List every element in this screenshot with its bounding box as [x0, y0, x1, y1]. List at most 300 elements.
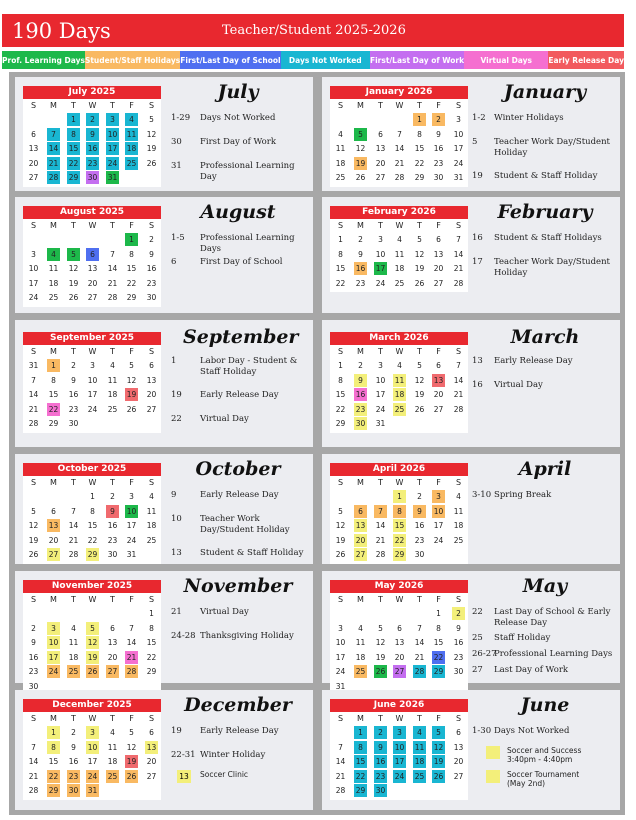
- calendar-day[interactable]: 26: [414, 278, 425, 288]
- calendar-day[interactable]: 29: [146, 667, 157, 676]
- calendar-day[interactable]: 8: [51, 375, 56, 385]
- calendar-day[interactable]: 7: [456, 235, 461, 244]
- calendar-day[interactable]: 1: [338, 235, 343, 244]
- calendar-day[interactable]: 17: [107, 144, 118, 153]
- calendar-day[interactable]: 21: [394, 158, 405, 168]
- calendar-day[interactable]: 7: [397, 129, 402, 139]
- calendar-day[interactable]: 17: [126, 521, 137, 530]
- calendar-day[interactable]: 16: [355, 264, 366, 273]
- calendar-day[interactable]: 6: [110, 623, 115, 633]
- calendar-day[interactable]: 26: [146, 158, 157, 168]
- calendar-day[interactable]: 21: [414, 652, 425, 662]
- calendar-day[interactable]: 27: [48, 550, 59, 559]
- calendar-day[interactable]: 20: [107, 652, 118, 662]
- calendar-day[interactable]: 29: [48, 419, 59, 428]
- calendar-day[interactable]: 5: [67, 248, 80, 261]
- calendar-day[interactable]: 2: [71, 728, 76, 737]
- calendar-day[interactable]: 10: [433, 506, 444, 516]
- calendar-day[interactable]: 22: [48, 771, 59, 781]
- calendar-day[interactable]: 19: [433, 757, 444, 766]
- calendar-day[interactable]: 12: [126, 742, 137, 752]
- calendar-day[interactable]: 22: [335, 404, 346, 414]
- calendar-day[interactable]: 5: [31, 506, 36, 516]
- calendar-day[interactable]: 13: [48, 521, 59, 530]
- calendar-day[interactable]: 16: [355, 390, 366, 399]
- calendar-day[interactable]: 21: [28, 771, 39, 781]
- calendar-day[interactable]: 9: [86, 128, 99, 141]
- calendar-day[interactable]: 30: [68, 419, 79, 428]
- calendar-day[interactable]: 18: [107, 390, 118, 399]
- calendar-day[interactable]: 31: [375, 419, 386, 428]
- calendar-day[interactable]: 12: [146, 129, 157, 139]
- calendar-day[interactable]: 12: [68, 264, 79, 273]
- calendar-day[interactable]: 25: [335, 173, 346, 182]
- calendar-day[interactable]: 30: [146, 293, 157, 302]
- calendar-day[interactable]: 4: [110, 728, 115, 737]
- calendar-day[interactable]: 28: [126, 667, 137, 676]
- calendar-day[interactable]: 22: [433, 652, 444, 662]
- calendar-day[interactable]: 15: [146, 638, 157, 647]
- calendar-day[interactable]: 13: [394, 638, 405, 647]
- calendar-day[interactable]: 26: [126, 771, 137, 781]
- calendar-day[interactable]: 14: [107, 264, 118, 273]
- calendar-day[interactable]: 8: [354, 741, 367, 754]
- calendar-day[interactable]: 30: [433, 173, 444, 182]
- calendar-day[interactable]: 14: [414, 638, 425, 647]
- calendar-day[interactable]: 12: [126, 375, 137, 385]
- calendar-day[interactable]: 21: [28, 404, 39, 414]
- calendar-day[interactable]: 4: [71, 623, 76, 633]
- calendar-day[interactable]: 23: [355, 404, 366, 414]
- calendar-day[interactable]: 25: [146, 535, 157, 545]
- calendar-day[interactable]: 4: [397, 361, 402, 370]
- calendar-day[interactable]: 20: [433, 390, 444, 399]
- calendar-day[interactable]: 8: [338, 249, 343, 259]
- calendar-day[interactable]: 15: [48, 757, 59, 766]
- calendar-day[interactable]: 6: [51, 506, 56, 516]
- calendar-day[interactable]: 15: [335, 264, 346, 273]
- calendar-day[interactable]: 22: [126, 278, 137, 288]
- calendar-day[interactable]: 19: [355, 158, 366, 168]
- calendar-day[interactable]: 3: [106, 113, 119, 126]
- calendar-day[interactable]: 8: [417, 129, 422, 139]
- calendar-day[interactable]: 1: [436, 609, 441, 618]
- calendar-day[interactable]: 5: [354, 128, 367, 141]
- calendar-day[interactable]: 18: [146, 521, 157, 530]
- calendar-day[interactable]: 10: [28, 264, 39, 273]
- calendar-day[interactable]: 4: [413, 726, 426, 739]
- calendar-day[interactable]: 5: [417, 361, 422, 370]
- calendar-day[interactable]: 7: [31, 742, 36, 752]
- calendar-day[interactable]: 17: [394, 757, 405, 766]
- calendar-day[interactable]: 11: [394, 375, 405, 385]
- calendar-day[interactable]: 28: [28, 419, 39, 428]
- calendar-day[interactable]: 18: [394, 390, 405, 399]
- calendar-day[interactable]: 10: [126, 506, 137, 516]
- calendar-day[interactable]: 22: [48, 404, 59, 414]
- calendar-day[interactable]: 16: [414, 521, 425, 530]
- calendar-day[interactable]: 15: [335, 390, 346, 399]
- calendar-day[interactable]: 19: [28, 535, 39, 545]
- calendar-day[interactable]: 11: [355, 638, 366, 647]
- calendar-day[interactable]: 20: [48, 535, 59, 545]
- calendar-day[interactable]: 2: [31, 623, 36, 633]
- calendar-day[interactable]: 6: [436, 361, 441, 370]
- calendar-day[interactable]: 5: [86, 622, 99, 635]
- calendar-day[interactable]: 21: [107, 278, 118, 288]
- calendar-day[interactable]: 22: [335, 278, 346, 288]
- calendar-day[interactable]: 30: [28, 681, 39, 691]
- calendar-day[interactable]: 13: [375, 144, 386, 153]
- calendar-day[interactable]: 20: [28, 158, 39, 168]
- calendar-day[interactable]: 17: [335, 652, 346, 662]
- calendar-day[interactable]: 25: [414, 771, 425, 781]
- calendar-day[interactable]: 28: [394, 173, 405, 182]
- calendar-day[interactable]: 23: [146, 278, 157, 288]
- calendar-day[interactable]: 11: [335, 144, 346, 153]
- calendar-day[interactable]: 17: [87, 757, 98, 766]
- calendar-day[interactable]: 1: [149, 609, 154, 618]
- calendar-day[interactable]: 13: [433, 249, 444, 259]
- calendar-day[interactable]: 16: [28, 652, 39, 662]
- calendar-day[interactable]: 2: [452, 607, 465, 620]
- calendar-day[interactable]: 8: [129, 249, 134, 259]
- calendar-day[interactable]: 28: [28, 786, 39, 795]
- calendar-day[interactable]: 17: [87, 390, 98, 399]
- calendar-day[interactable]: 21: [126, 652, 137, 662]
- calendar-day[interactable]: 9: [31, 638, 36, 647]
- calendar-day[interactable]: 7: [31, 375, 36, 385]
- calendar-day[interactable]: 9: [436, 129, 441, 139]
- calendar-day[interactable]: 1: [125, 233, 138, 246]
- calendar-day[interactable]: 11: [394, 249, 405, 259]
- calendar-day[interactable]: 11: [126, 129, 137, 139]
- calendar-day[interactable]: 23: [453, 652, 464, 662]
- calendar-day[interactable]: 4: [338, 129, 343, 139]
- calendar-day[interactable]: 3: [90, 361, 95, 370]
- calendar-day[interactable]: 17: [375, 390, 386, 399]
- calendar-day[interactable]: 19: [68, 278, 79, 288]
- calendar-day[interactable]: 20: [375, 158, 386, 168]
- calendar-day[interactable]: 26: [28, 550, 39, 559]
- calendar-day[interactable]: 30: [68, 786, 79, 795]
- calendar-day[interactable]: 19: [414, 390, 425, 399]
- calendar-day[interactable]: 19: [126, 757, 137, 766]
- calendar-day[interactable]: 18: [355, 652, 366, 662]
- calendar-day[interactable]: 28: [335, 786, 346, 795]
- calendar-day[interactable]: 26: [414, 404, 425, 414]
- calendar-day[interactable]: 25: [355, 667, 366, 676]
- calendar-day[interactable]: 25: [107, 404, 118, 414]
- calendar-day[interactable]: 11: [48, 264, 59, 273]
- calendar-day[interactable]: 23: [433, 158, 444, 168]
- calendar-day[interactable]: 23: [107, 535, 118, 545]
- calendar-day[interactable]: 19: [87, 652, 98, 662]
- calendar-day[interactable]: 27: [433, 404, 444, 414]
- calendar-day[interactable]: 7: [338, 742, 343, 752]
- calendar-day[interactable]: 31: [28, 361, 39, 370]
- calendar-day[interactable]: 2: [374, 726, 387, 739]
- calendar-day[interactable]: 8: [67, 128, 80, 141]
- calendar-day[interactable]: 1: [393, 490, 406, 503]
- calendar-day[interactable]: 12: [355, 144, 366, 153]
- calendar-day[interactable]: 18: [48, 278, 59, 288]
- calendar-day[interactable]: 16: [433, 144, 444, 153]
- calendar-day[interactable]: 14: [28, 757, 39, 766]
- calendar-day[interactable]: 10: [335, 638, 346, 647]
- calendar-day[interactable]: 24: [87, 404, 98, 414]
- calendar-day[interactable]: 24: [433, 535, 444, 545]
- calendar-day[interactable]: 18: [126, 144, 137, 153]
- calendar-day[interactable]: 4: [358, 623, 363, 633]
- calendar-day[interactable]: 14: [453, 249, 464, 259]
- calendar-day[interactable]: 24: [453, 158, 464, 168]
- calendar-day[interactable]: 24: [126, 535, 137, 545]
- calendar-day[interactable]: 16: [68, 757, 79, 766]
- calendar-day[interactable]: 27: [107, 667, 118, 676]
- calendar-day[interactable]: 3: [86, 726, 99, 739]
- calendar-day[interactable]: 9: [354, 374, 367, 387]
- calendar-day[interactable]: 17: [453, 144, 464, 153]
- calendar-day[interactable]: 23: [375, 771, 386, 781]
- calendar-day[interactable]: 7: [71, 506, 76, 516]
- calendar-day[interactable]: 20: [146, 757, 157, 766]
- calendar-day[interactable]: 11: [68, 638, 79, 647]
- calendar-day[interactable]: 28: [453, 404, 464, 414]
- calendar-day[interactable]: 24: [335, 667, 346, 676]
- calendar-day[interactable]: 7: [456, 361, 461, 370]
- calendar-day[interactable]: 25: [126, 158, 137, 168]
- calendar-day[interactable]: 21: [375, 535, 386, 545]
- calendar-day[interactable]: 1: [90, 492, 95, 501]
- calendar-day[interactable]: 26: [87, 667, 98, 676]
- calendar-day[interactable]: 28: [68, 550, 79, 559]
- calendar-day[interactable]: 14: [335, 757, 346, 766]
- calendar-day[interactable]: 15: [414, 144, 425, 153]
- calendar-day[interactable]: 30: [87, 173, 98, 182]
- calendar-day[interactable]: 3: [338, 623, 343, 633]
- calendar-day[interactable]: 10: [394, 742, 405, 752]
- calendar-day[interactable]: 8: [393, 505, 406, 518]
- calendar-day[interactable]: 10: [87, 742, 98, 752]
- calendar-day[interactable]: 18: [107, 757, 118, 766]
- calendar-day[interactable]: 25: [394, 404, 405, 414]
- calendar-day[interactable]: 7: [417, 623, 422, 633]
- calendar-day[interactable]: 4: [456, 492, 461, 501]
- calendar-day[interactable]: 27: [87, 293, 98, 302]
- calendar-day[interactable]: 29: [355, 786, 366, 795]
- calendar-day[interactable]: 21: [48, 158, 59, 168]
- calendar-day[interactable]: 11: [414, 742, 425, 752]
- calendar-day[interactable]: 25: [107, 771, 118, 781]
- calendar-day[interactable]: 16: [107, 521, 118, 530]
- calendar-day[interactable]: 3: [129, 492, 134, 501]
- calendar-day[interactable]: 11: [453, 506, 464, 516]
- calendar-day[interactable]: 23: [68, 771, 79, 781]
- calendar-day[interactable]: 15: [126, 264, 137, 273]
- calendar-day[interactable]: 14: [375, 521, 386, 530]
- calendar-day[interactable]: 5: [432, 726, 445, 739]
- calendar-day[interactable]: 31: [87, 786, 98, 795]
- calendar-day[interactable]: 27: [146, 771, 157, 781]
- calendar-day[interactable]: 7: [129, 623, 134, 633]
- calendar-day[interactable]: 29: [414, 173, 425, 182]
- calendar-day[interactable]: 21: [68, 535, 79, 545]
- calendar-day[interactable]: 12: [87, 638, 98, 647]
- calendar-day[interactable]: 15: [433, 638, 444, 647]
- calendar-day[interactable]: 29: [48, 786, 59, 795]
- calendar-day[interactable]: 5: [338, 506, 343, 516]
- calendar-day[interactable]: 7: [47, 128, 60, 141]
- calendar-day[interactable]: 20: [394, 652, 405, 662]
- calendar-day[interactable]: 1: [47, 359, 60, 372]
- calendar-day[interactable]: 11: [146, 506, 157, 516]
- calendar-day[interactable]: 4: [125, 113, 138, 126]
- calendar-day[interactable]: 5: [129, 728, 134, 737]
- calendar-day[interactable]: 20: [146, 390, 157, 399]
- calendar-day[interactable]: 8: [436, 623, 441, 633]
- calendar-day[interactable]: 27: [375, 173, 386, 182]
- calendar-day[interactable]: 10: [87, 375, 98, 385]
- calendar-day[interactable]: 25: [394, 278, 405, 288]
- calendar-day[interactable]: 6: [378, 129, 383, 139]
- calendar-day[interactable]: 16: [453, 638, 464, 647]
- calendar-day[interactable]: 30: [107, 550, 118, 559]
- calendar-day[interactable]: 29: [68, 173, 79, 182]
- calendar-day[interactable]: 31: [107, 173, 118, 182]
- calendar-day[interactable]: 12: [335, 521, 346, 530]
- calendar-day[interactable]: 28: [48, 173, 59, 182]
- calendar-day[interactable]: 10: [375, 375, 386, 385]
- calendar-day[interactable]: 3: [31, 249, 36, 259]
- calendar-day[interactable]: 5: [129, 361, 134, 370]
- calendar-day[interactable]: 16: [68, 390, 79, 399]
- calendar-day[interactable]: 9: [374, 741, 387, 754]
- calendar-day[interactable]: 13: [453, 742, 464, 752]
- calendar-day[interactable]: 4: [47, 248, 60, 261]
- calendar-day[interactable]: 6: [397, 623, 402, 633]
- calendar-day[interactable]: 23: [68, 404, 79, 414]
- calendar-day[interactable]: 24: [107, 158, 118, 168]
- calendar-day[interactable]: 17: [28, 278, 39, 288]
- calendar-day[interactable]: 29: [394, 550, 405, 559]
- calendar-day[interactable]: 18: [394, 264, 405, 273]
- calendar-day[interactable]: 4: [149, 492, 154, 501]
- calendar-day[interactable]: 13: [146, 375, 157, 385]
- calendar-day[interactable]: 6: [149, 361, 154, 370]
- calendar-day[interactable]: 31: [453, 173, 464, 182]
- calendar-day[interactable]: 12: [28, 521, 39, 530]
- calendar-day[interactable]: 12: [375, 638, 386, 647]
- calendar-day[interactable]: 28: [375, 550, 386, 559]
- calendar-day[interactable]: 29: [87, 550, 98, 559]
- calendar-day[interactable]: 28: [107, 293, 118, 302]
- calendar-day[interactable]: 6: [31, 129, 36, 139]
- calendar-day[interactable]: 23: [355, 278, 366, 288]
- calendar-day[interactable]: 14: [394, 144, 405, 153]
- calendar-day[interactable]: 20: [433, 264, 444, 273]
- calendar-day[interactable]: 16: [87, 144, 98, 153]
- calendar-day[interactable]: 13: [355, 521, 366, 530]
- calendar-day[interactable]: 5: [378, 623, 383, 633]
- calendar-day[interactable]: 30: [414, 550, 425, 559]
- calendar-day[interactable]: 24: [375, 404, 386, 414]
- calendar-day[interactable]: 13: [433, 375, 444, 385]
- calendar-day[interactable]: 27: [394, 667, 405, 676]
- calendar-day[interactable]: 22: [414, 158, 425, 168]
- calendar-day[interactable]: 14: [48, 144, 59, 153]
- calendar-day[interactable]: 29: [433, 667, 444, 676]
- calendar-day[interactable]: 18: [453, 521, 464, 530]
- calendar-day[interactable]: 4: [110, 361, 115, 370]
- calendar-day[interactable]: 31: [335, 681, 346, 691]
- calendar-day[interactable]: 15: [355, 757, 366, 766]
- calendar-day[interactable]: 26: [355, 173, 366, 182]
- calendar-day[interactable]: 2: [86, 113, 99, 126]
- calendar-day[interactable]: 12: [414, 249, 425, 259]
- calendar-day[interactable]: 9: [358, 249, 363, 259]
- calendar-day[interactable]: 19: [335, 535, 346, 545]
- calendar-day[interactable]: 5: [149, 115, 154, 124]
- calendar-day[interactable]: 24: [394, 771, 405, 781]
- calendar-day[interactable]: 10: [453, 129, 464, 139]
- calendar-day[interactable]: 31: [126, 550, 137, 559]
- calendar-day[interactable]: 13: [107, 638, 118, 647]
- calendar-day[interactable]: 8: [90, 506, 95, 516]
- calendar-day[interactable]: 1: [354, 726, 367, 739]
- calendar-day[interactable]: 2: [149, 235, 154, 244]
- calendar-day[interactable]: 22: [355, 771, 366, 781]
- calendar-day[interactable]: 30: [453, 667, 464, 676]
- calendar-day[interactable]: 25: [453, 535, 464, 545]
- calendar-day[interactable]: 30: [375, 786, 386, 795]
- calendar-day[interactable]: 18: [335, 158, 346, 168]
- calendar-day[interactable]: 26: [126, 404, 137, 414]
- calendar-day[interactable]: 12: [414, 375, 425, 385]
- calendar-day[interactable]: 9: [71, 742, 76, 752]
- calendar-day[interactable]: 22: [68, 158, 79, 168]
- calendar-day[interactable]: 21: [335, 771, 346, 781]
- calendar-day[interactable]: 6: [456, 728, 461, 737]
- calendar-day[interactable]: 19: [146, 144, 157, 153]
- calendar-day[interactable]: 3: [456, 115, 461, 124]
- calendar-day[interactable]: 30: [355, 419, 366, 428]
- calendar-day[interactable]: 2: [432, 113, 445, 126]
- calendar-day[interactable]: 11: [107, 742, 118, 752]
- calendar-day[interactable]: 10: [48, 638, 59, 647]
- calendar-day[interactable]: 7: [374, 505, 387, 518]
- calendar-day[interactable]: 29: [335, 419, 346, 428]
- calendar-day[interactable]: 17: [433, 521, 444, 530]
- calendar-day[interactable]: 27: [146, 404, 157, 414]
- calendar-day[interactable]: 26: [433, 771, 444, 781]
- calendar-day[interactable]: 1: [413, 113, 426, 126]
- calendar-day[interactable]: 9: [456, 623, 461, 633]
- calendar-day[interactable]: 9: [106, 505, 119, 518]
- calendar-day[interactable]: 12: [433, 742, 444, 752]
- calendar-day[interactable]: 26: [335, 550, 346, 559]
- calendar-day[interactable]: 21: [453, 390, 464, 399]
- calendar-day[interactable]: 25: [68, 667, 79, 676]
- calendar-day[interactable]: 18: [68, 652, 79, 662]
- calendar-day[interactable]: 3: [378, 235, 383, 244]
- calendar-day[interactable]: 1: [67, 113, 80, 126]
- calendar-day[interactable]: 6: [86, 248, 99, 261]
- calendar-day[interactable]: 20: [87, 278, 98, 288]
- calendar-day[interactable]: 10: [107, 129, 118, 139]
- calendar-day[interactable]: 27: [28, 173, 39, 182]
- calendar-day[interactable]: 13: [87, 264, 98, 273]
